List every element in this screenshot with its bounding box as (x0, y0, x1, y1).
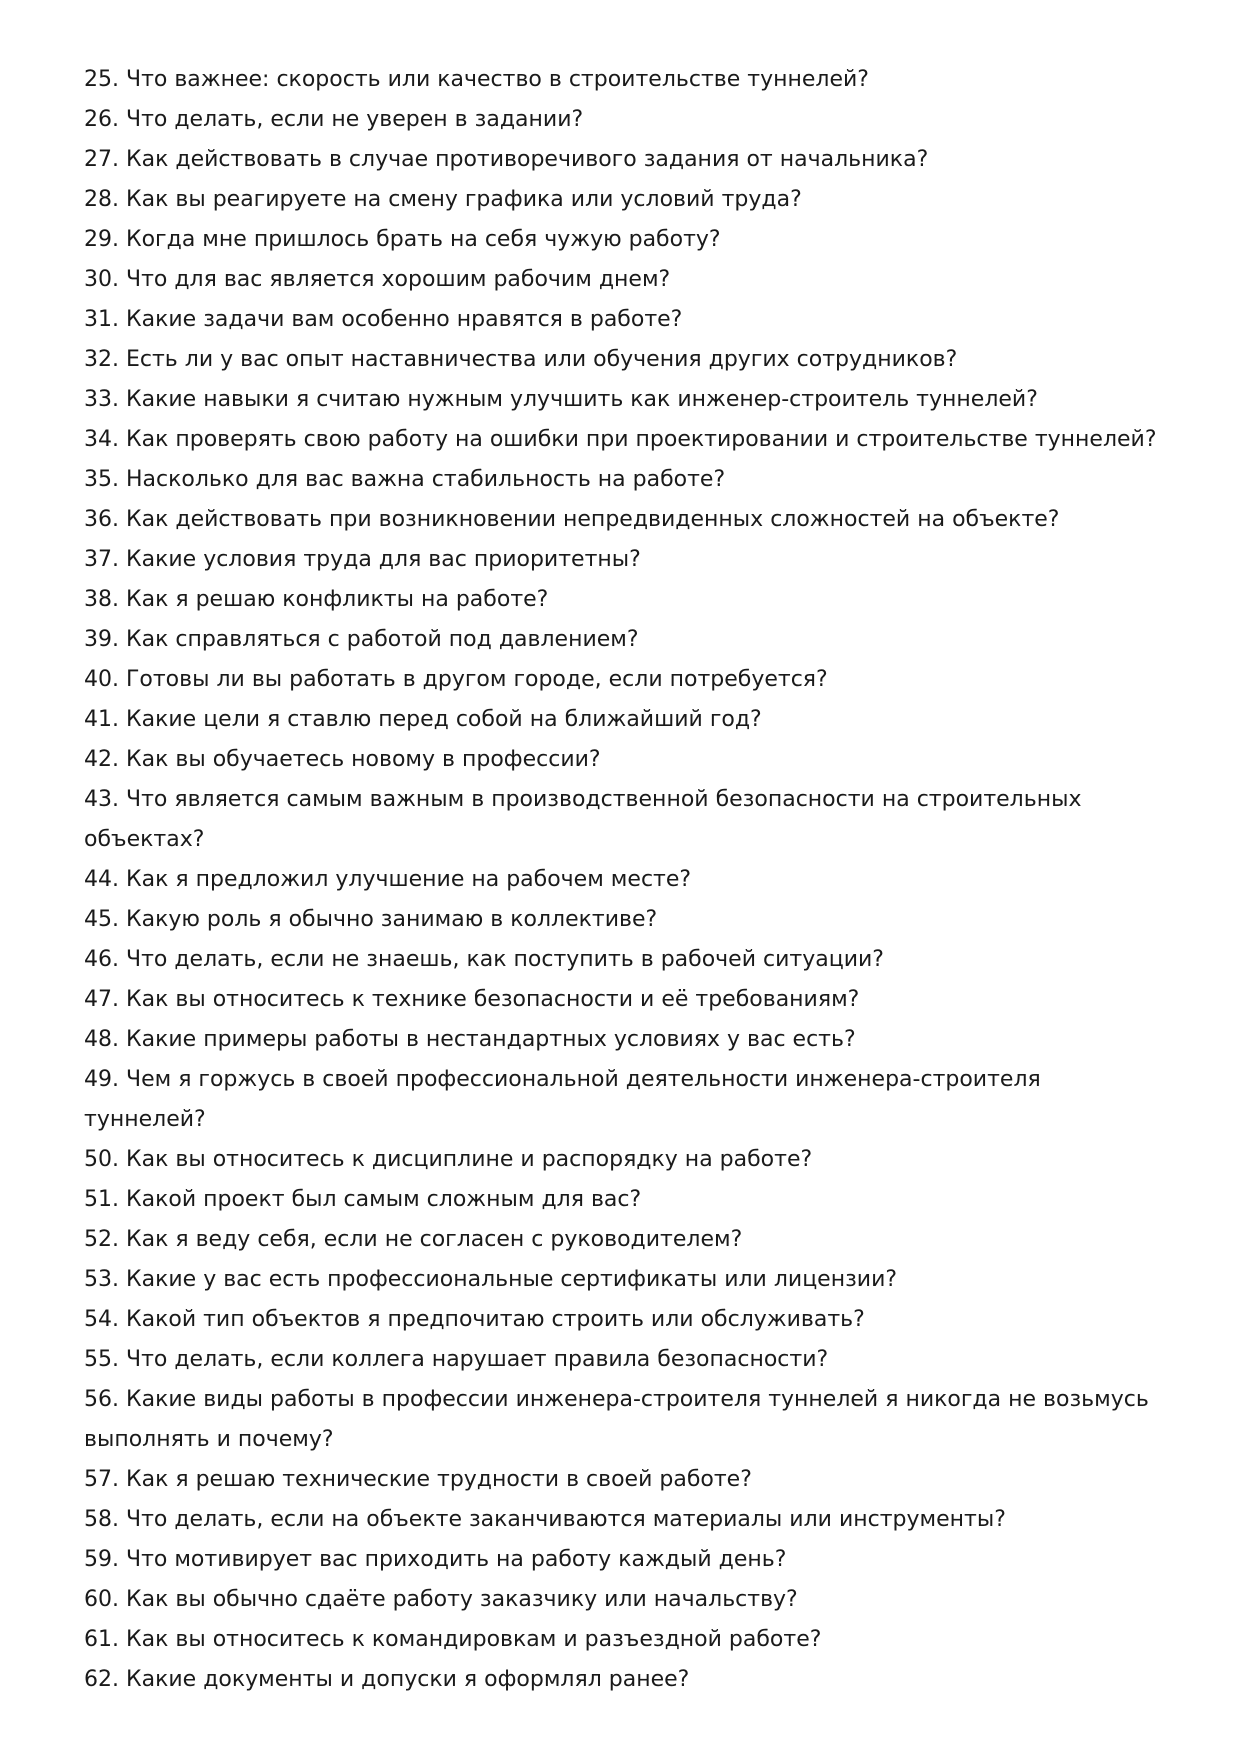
question-item: 32. Есть ли у вас опыт наставничества или обучения других сотрудников? (84, 347, 958, 372)
question-item: 31. Какие задачи вам особенно нравятся в работе? (84, 307, 683, 332)
question-item: 41. Какие цели я ставлю перед собой на ближайший год? (84, 707, 762, 732)
question-item: 37. Какие условия труда для вас приоритетны? (84, 547, 641, 572)
document-page (84, 60, 1164, 1700)
question-item: 61. Как вы относитесь к командировкам и разъездной работе? (84, 1627, 822, 1652)
question-item: 56. Какие виды работы в профессии инженера-строителя туннелей я никогда не возьмусь выполнять и почему? (84, 1387, 1149, 1452)
question-item: 59. Что мотивирует вас приходить на работу каждый день? (84, 1547, 787, 1572)
question-item: 28. Как вы реагируете на смену графика или условий труда? (84, 187, 802, 212)
question-item: 38. Как я решаю конфликты на работе? (84, 587, 549, 612)
question-item: 44. Как я предложил улучшение на рабочем месте? (84, 867, 692, 892)
question-item: 39. Как справляться с работой под давлением? (84, 627, 639, 652)
question-item: 43. Что является самым важным в производственной безопасности на строительных объектах? (84, 787, 1082, 852)
question-item: 60. Как вы обычно сдаёте работу заказчику или начальству? (84, 1587, 798, 1612)
question-item: 35. Насколько для вас важна стабильность на работе? (84, 467, 726, 492)
question-item: 57. Как я решаю технические трудности в своей работе? (84, 1467, 752, 1492)
question-item: 33. Какие навыки я считаю нужным улучшить как инженер-строитель туннелей? (84, 387, 1038, 412)
question-item: 29. Когда мне пришлось брать на себя чужую работу? (84, 227, 721, 252)
question-item: 25. Что важнее: скорость или качество в строительстве туннелей? (84, 67, 869, 92)
question-item: 36. Как действовать при возникновении непредвиденных сложностей на объекте? (84, 507, 1060, 532)
question-item: 30. Что для вас является хорошим рабочим днем? (84, 267, 671, 292)
question-item: 45. Какую роль я обычно занимаю в коллективе? (84, 907, 658, 932)
question-item: 55. Что делать, если коллега нарушает правила безопасности? (84, 1347, 829, 1372)
question-item: 49. Чем я горжусь в своей профессиональной деятельности инженера-строителя туннелей? (84, 1067, 1041, 1132)
question-item: 51. Какой проект был самым сложным для вас? (84, 1187, 642, 1212)
question-item: 58. Что делать, если на объекте заканчиваются материалы или инструменты? (84, 1507, 1006, 1532)
question-item: 53. Какие у вас есть профессиональные сертификаты или лицензии? (84, 1267, 898, 1292)
question-item: 50. Как вы относитесь к дисциплине и распорядку на работе? (84, 1147, 813, 1172)
question-item: 26. Что делать, если не уверен в задании? (84, 107, 584, 132)
question-list (84, 60, 1164, 1700)
question-item: 52. Как я веду себя, если не согласен с руководителем? (84, 1227, 743, 1252)
question-item: 46. Что делать, если не знаешь, как поступить в рабочей ситуации? (84, 947, 884, 972)
question-item: 48. Какие примеры работы в нестандартных условиях у вас есть? (84, 1027, 856, 1052)
question-item: 34. Как проверять свою работу на ошибки при проектировании и строительстве туннелей? (84, 427, 1157, 452)
question-item: 27. Как действовать в случае противоречивого задания от начальника? (84, 147, 929, 172)
question-item: 42. Как вы обучаетесь новому в профессии? (84, 747, 601, 772)
question-item: 40. Готовы ли вы работать в другом городе, если потребуется? (84, 667, 828, 692)
question-item: 62. Какие документы и допуски я оформлял ранее? (84, 1667, 690, 1692)
question-item: 47. Как вы относитесь к технике безопасности и её требованиям? (84, 987, 860, 1012)
question-item: 54. Какой тип объектов я предпочитаю строить или обслуживать? (84, 1307, 865, 1332)
